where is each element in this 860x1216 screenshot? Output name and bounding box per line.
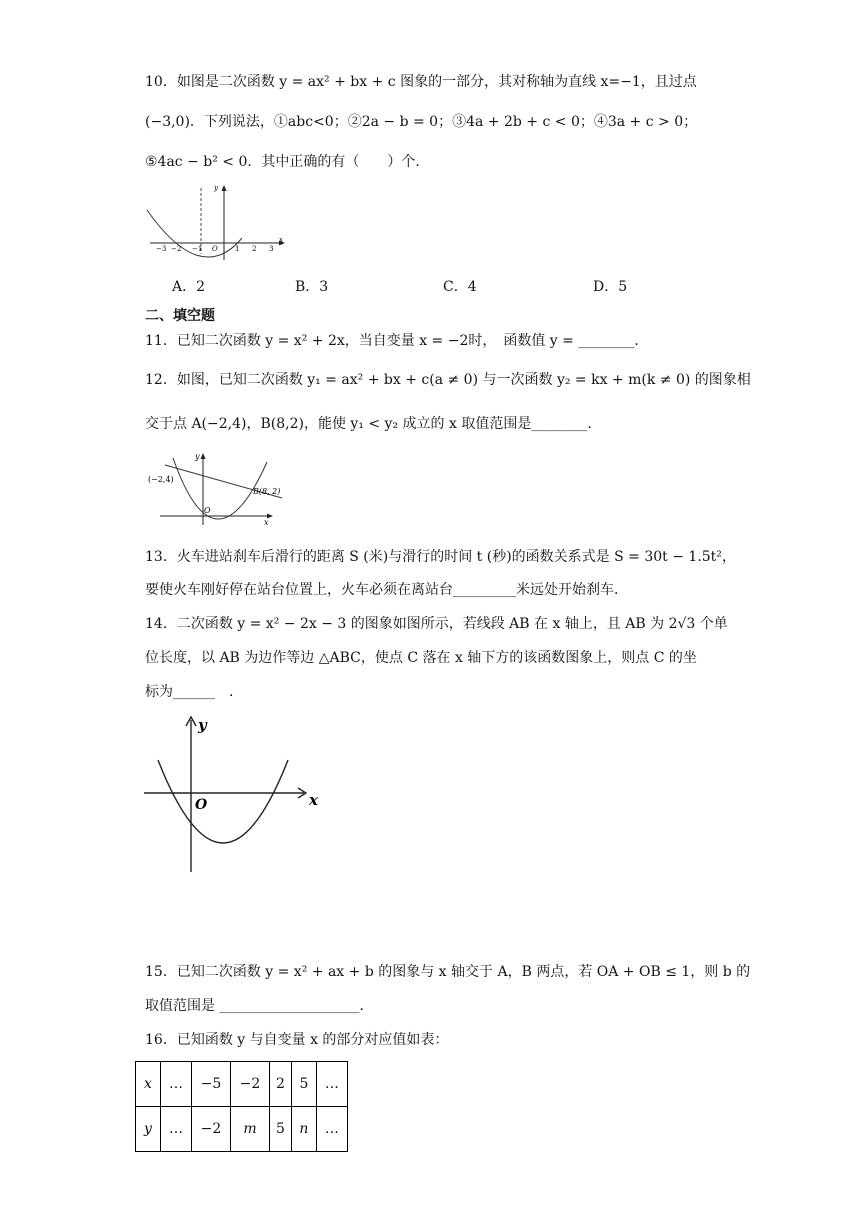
q11-text: 11．已知二次函数 y = x² + 2x，当自变量 x = −2时， 函数值 y = ________． <box>145 333 649 349</box>
q13-line-2: 要使火车刚好停在站台位置上，火车必须在离站台_________米远处开始刹车． <box>145 582 628 598</box>
table-cell: −5 <box>192 1062 231 1107</box>
table-cell: … <box>161 1062 192 1107</box>
table-cell: n <box>291 1107 316 1152</box>
q14-origin: O <box>195 797 208 813</box>
q13-line-1: 13．火车进站刹车后滑行的距离 S (米)与滑行的时间 t (秒)的函数关系式是 S = 30t − 1.5t²， <box>145 549 736 565</box>
q10-y-label: y <box>214 184 218 192</box>
option-b[interactable]: B．3 <box>295 279 329 295</box>
table-cell: x <box>136 1062 161 1107</box>
table-cell: −2 <box>192 1107 231 1152</box>
q12-point-a-label: (−2,4) <box>148 475 174 484</box>
q10-tick-neg2: −2 <box>171 245 182 253</box>
q15-line-1: 15．已知二次函数 y = x² + ax + b 的图象与 x 轴交于 A，B 两点，若 OA + OB ≤ 1，则 b 的 <box>145 964 751 980</box>
table-cell: m <box>231 1107 270 1152</box>
q10-tick-3: 3 <box>269 245 274 253</box>
table-cell: −2 <box>231 1062 270 1107</box>
option-d[interactable]: D．5 <box>593 279 628 295</box>
q10-line-2: (−3,0)．下列说法，①abc<0；②2a − b = 0；③4a + 2b + c < 0；④3a + c > 0； <box>145 114 698 130</box>
q15-line-2: 取值范围是 ____________________． <box>145 998 374 1014</box>
q12-point-b-label: B(8, 2) <box>253 487 281 496</box>
table-cell: 5 <box>291 1062 316 1107</box>
q12-y-label: y <box>195 452 200 461</box>
q12-origin: O <box>204 506 211 515</box>
q10-tick-1: 1 <box>235 245 240 253</box>
q14-y-label: y <box>198 716 207 734</box>
q14-line-3: 标为______ ． <box>145 684 243 700</box>
table-row-x <box>136 1062 348 1107</box>
q10-graph <box>145 182 290 262</box>
q12-line-1: 12．如图，已知二次函数 y₁ = ax² + bx + c(a ≠ 0) 与一次函数 y₂ = kx + m(k ≠ 0) 的图象相 <box>145 372 751 388</box>
q12-x-label: x <box>264 518 269 527</box>
q10-line-3: ⑤4ac − b² < 0．其中正确的有（ ）个． <box>145 154 430 170</box>
q12-graph <box>145 450 285 528</box>
q14-line-1: 14．二次函数 y = x² − 2x − 3 的图象如图所示，若线段 AB 在 x 轴上，且 AB 为 2√3 个单 <box>145 616 728 632</box>
table-cell: … <box>161 1107 192 1152</box>
q10-line-1: 10．如图是二次函数 y = ax² + bx + c 图象的一部分，其对称轴为直线 x=−1，且过点 <box>145 74 697 90</box>
value-table <box>135 1061 348 1152</box>
section-heading: 二、填空题 <box>145 308 215 324</box>
q14-line-2: 位长度，以 AB 为边作等边 △ABC，使点 C 落在 x 轴下方的该函数图象上，则点 C 的坐 <box>145 650 697 666</box>
table-cell: … <box>316 1062 347 1107</box>
q14-graph <box>142 712 327 877</box>
q12-line-2: 交于点 A(−2,4)，B(8,2)，能使 y₁ < y₂ 成立的 x 取值范围是________． <box>145 416 602 432</box>
option-a[interactable]: A．2 <box>172 279 206 295</box>
table-cell: … <box>316 1107 347 1152</box>
table-cell: 5 <box>270 1107 292 1152</box>
table-cell: y <box>136 1107 161 1152</box>
table-cell: 2 <box>270 1062 292 1107</box>
q10-origin: O <box>212 245 218 253</box>
table-row-y <box>136 1107 348 1152</box>
q10-x-label: x <box>279 236 283 244</box>
q10-tick-neg3: −3 <box>156 245 167 253</box>
q10-tick-neg1: −1 <box>192 245 203 253</box>
q14-x-label: x <box>309 791 318 809</box>
q10-tick-2: 2 <box>252 245 257 253</box>
q16-line-1: 16．已知函数 y 与自变量 x 的部分对应值如表： <box>145 1032 449 1048</box>
option-c[interactable]: C．4 <box>443 279 477 295</box>
